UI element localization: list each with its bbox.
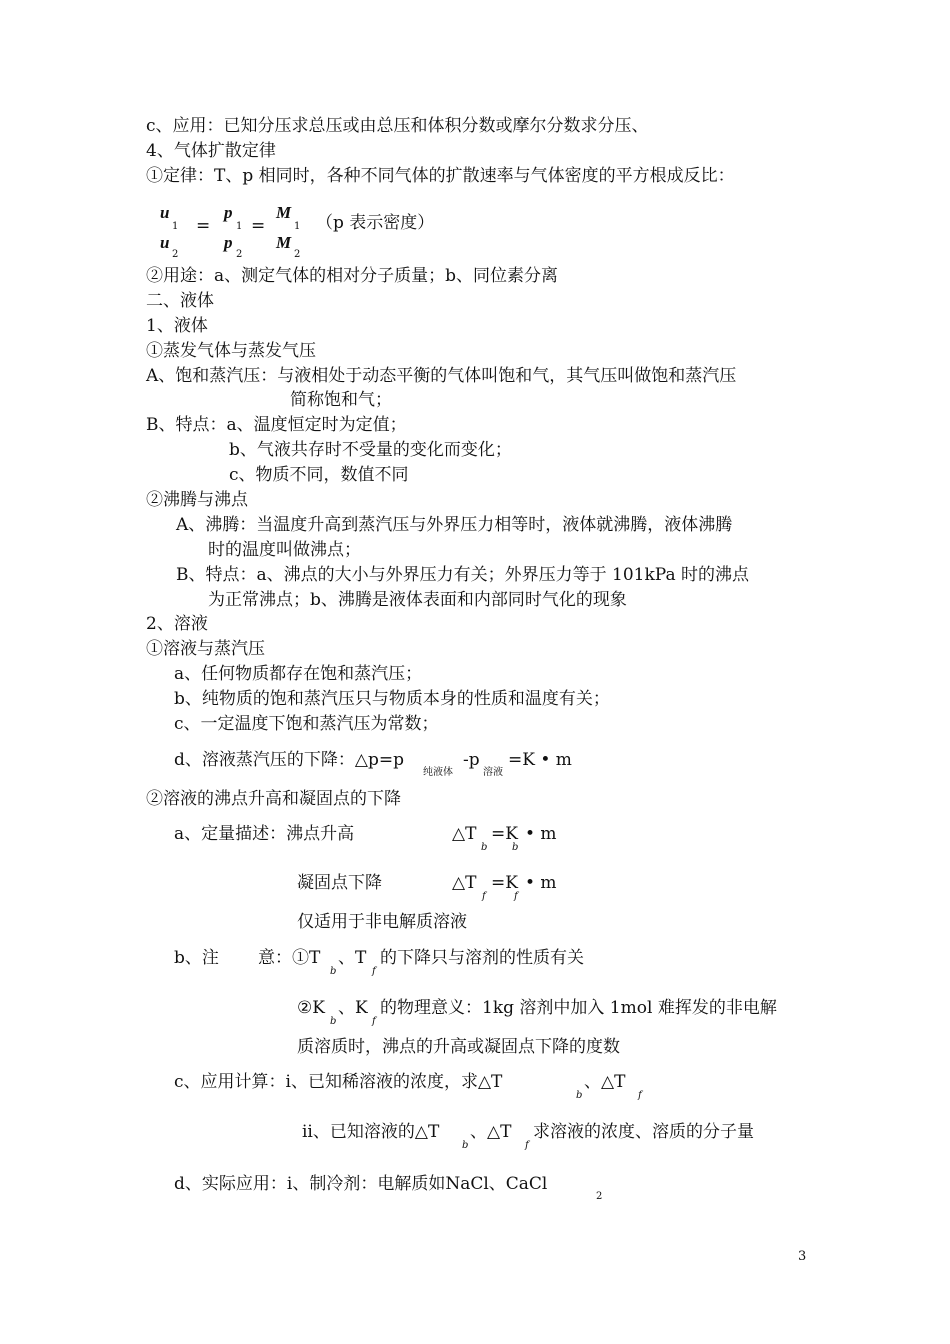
line-feature-b3: c、物质不同，数值不同 <box>229 465 409 485</box>
quant-freeze-sub-f2: f <box>514 891 518 902</box>
line-boiling-b2: 为正常沸点；b、沸腾是液体表面和内部同时气化的现象 <box>208 590 627 610</box>
calc2-end: 求溶液的浓度、溶质的分子量 <box>533 1122 754 1142</box>
k-sub-f: f <box>372 1016 376 1027</box>
k-sep: 、K <box>338 998 368 1018</box>
note-sub-f: f <box>372 966 376 977</box>
formula-u2: u <box>160 233 170 252</box>
line-saturation-a1: A、饱和蒸汽压：与液相处于动态平衡的气体叫饱和气，其气压叫做饱和蒸汽压 <box>146 366 737 386</box>
line-solution-a: a、任何物质都存在饱和蒸汽压； <box>174 664 423 684</box>
quant-freeze-label: 凝固点下降 <box>297 873 382 893</box>
density-note: （p 表示密度） <box>316 213 435 233</box>
formula-eq1: = <box>196 216 211 236</box>
quant-boil-sub-b1: b <box>481 842 488 853</box>
real-application-text: d、实际应用：i、制冷剂：电解质如NaCl、CaCl <box>174 1174 548 1194</box>
heading-solution: 2、溶液 <box>146 614 208 634</box>
line-solution-c: c、一定温度下饱和蒸汽压为常数； <box>174 714 439 734</box>
formula-M1: M <box>276 203 292 222</box>
quant-boil-label: a、定量描述：沸点升高 <box>174 824 355 844</box>
note-label-mid: 意：①T <box>258 948 321 968</box>
calc1-sub-b: b <box>576 1090 583 1101</box>
formula-u1: u <box>160 203 170 222</box>
calc2-sep: 、△T <box>470 1122 512 1142</box>
heading-liquid: 1、液体 <box>146 316 208 336</box>
line-c-application: c、应用：已知分压求总压或由总压和体积分数或摩尔分数求分压、 <box>146 116 649 136</box>
formula-p1-sub: 1 <box>236 221 243 232</box>
line-boiling-a1: A、沸腾：当温度升高到蒸汽压与外界压力相等时，液体就沸腾，液体沸腾 <box>176 515 733 535</box>
line-solution-b: b、纯物质的饱和蒸汽压只与物质本身的性质和温度有关； <box>174 689 610 709</box>
quant-boil-f2: =K <box>491 824 518 844</box>
k-end: 的物理意义：1kg 溶剂中加入 1mol 难挥发的非电解 <box>380 998 777 1018</box>
line-diffusion-law: ①定律：T、p 相同时，各种不同气体的扩散速率与气体密度的平方根成反比： <box>146 166 735 186</box>
note-end: 的下降只与溶剂的性质有关 <box>380 948 584 968</box>
line-usage: ②用途：a、测定气体的相对分子质量；b、同位素分离 <box>146 266 559 286</box>
quant-boil-f3: • m <box>525 824 557 844</box>
page-number: 3 <box>798 1249 807 1264</box>
heading-evaporation: ①蒸发气体与蒸发气压 <box>146 341 316 361</box>
solution-d-end: =K • m <box>508 750 572 770</box>
k-pre: ②K <box>297 998 325 1018</box>
heading-boiling: ②沸腾与沸点 <box>146 490 248 510</box>
solution-d-pre: d、溶液蒸汽压的下降：△p=p <box>174 750 404 770</box>
heading-boiling-point-rise: ②溶液的沸点升高和凝固点的下降 <box>146 789 401 809</box>
quant-freeze-sub-f1: f <box>482 891 486 902</box>
calc1-sep: 、△T <box>584 1072 626 1092</box>
formula-u1-sub: 1 <box>172 221 179 232</box>
line-boiling-b1: B、特点：a、沸点的大小与外界压力有关；外界压力等于 101kPa 时的沸点 <box>176 565 749 585</box>
calc2-sub-b: b <box>462 1140 469 1151</box>
formula-M2-sub: 2 <box>294 249 301 260</box>
calc1-sub-f: f <box>638 1090 642 1101</box>
line-k-meaning-2: 质溶质时，沸点的升高或凝固点下降的度数 <box>297 1037 620 1057</box>
heading-liquid-section: 二、液体 <box>146 291 214 311</box>
formula-u2-sub: 2 <box>172 249 179 260</box>
quant-boil-f1: △T <box>452 824 477 844</box>
note-sep: 、T <box>338 948 367 968</box>
formula-p2: p <box>224 233 233 252</box>
heading-solution-vapor: ①溶液与蒸汽压 <box>146 639 265 659</box>
quant-boil-sub-b2: b <box>512 842 519 853</box>
quant-freeze-f2: =K <box>491 873 518 893</box>
real-application-sub: 2 <box>596 1191 603 1202</box>
solution-d-mid: -p <box>463 750 480 770</box>
quant-freeze-f1: △T <box>452 873 477 893</box>
line-boiling-a2: 时的温度叫做沸点； <box>208 540 361 560</box>
formula-p1: p <box>224 203 233 222</box>
k-sub-b: b <box>330 1016 337 1027</box>
line-only-nonelectrolyte: 仅适用于非电解质溶液 <box>297 912 467 932</box>
calc1-pre: c、应用计算：i、已知稀溶液的浓度，求△T <box>174 1072 503 1092</box>
line-feature-b1: B、特点：a、温度恒定时为定值； <box>146 415 407 435</box>
note-label-pre: b、注 <box>174 948 219 968</box>
solution-d-sub-pure: 纯液体 <box>423 767 453 778</box>
formula-p2-sub: 2 <box>236 249 243 260</box>
calc2-pre: ii、已知溶液的△T <box>302 1122 440 1142</box>
formula-eq2: = <box>251 216 266 236</box>
formula-M2: M <box>276 233 292 252</box>
line-feature-b2: b、气液共存时不受量的变化而变化； <box>229 440 512 460</box>
line-saturation-a2: 简称饱和气； <box>290 390 392 410</box>
formula-M1-sub: 1 <box>294 221 301 232</box>
quant-freeze-f3: • m <box>525 873 557 893</box>
calc2-sub-f: f <box>525 1140 529 1151</box>
solution-d-sub-solution: 溶液 <box>483 767 503 778</box>
note-sub-b: b <box>330 966 337 977</box>
heading-diffusion-law: 4、气体扩散定律 <box>146 141 276 161</box>
